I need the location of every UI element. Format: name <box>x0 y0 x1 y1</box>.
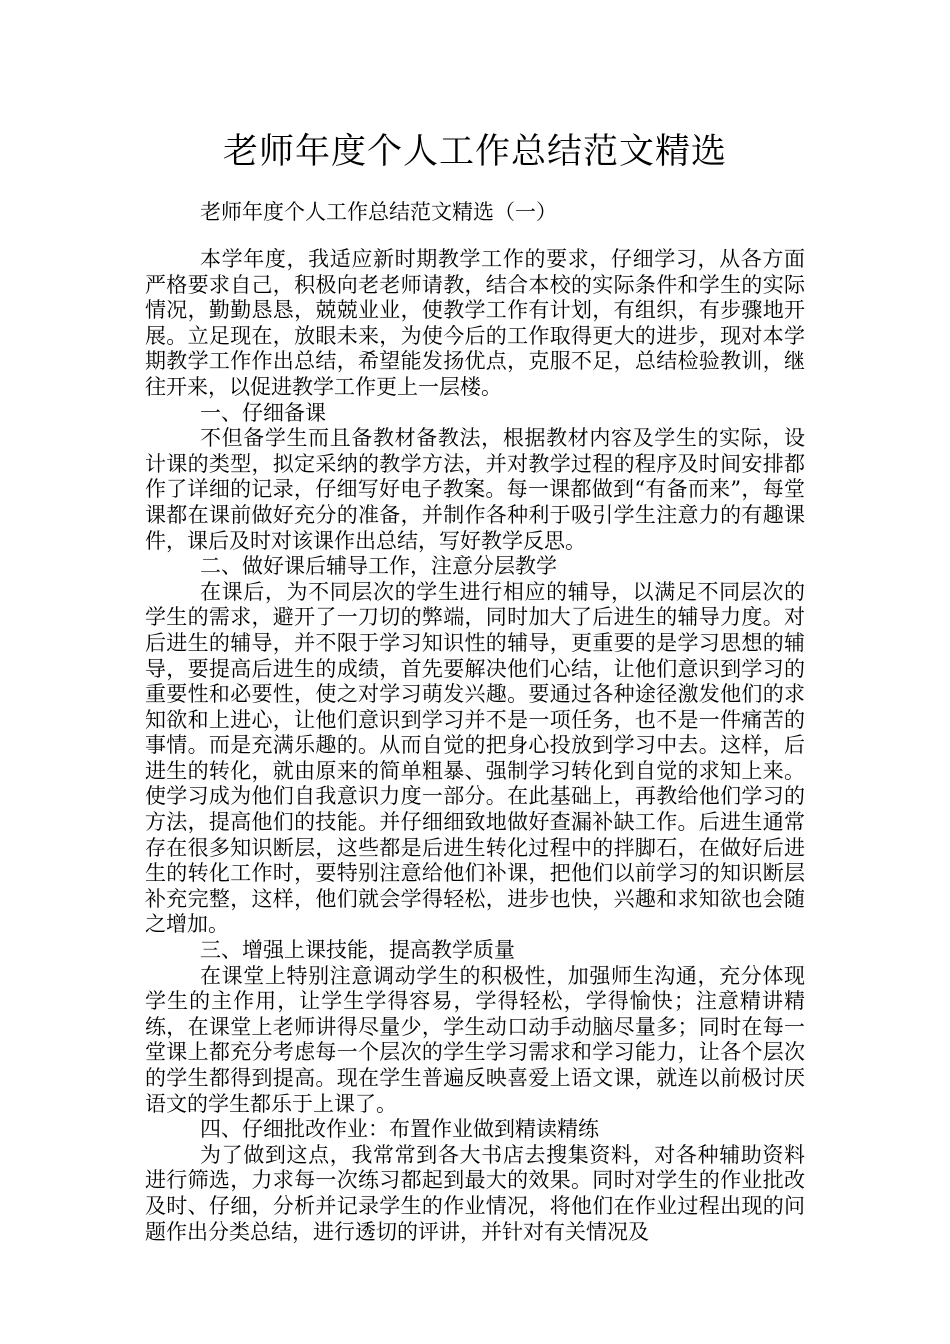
section-heading-3: 三、增强上课技能，提高教学质量 <box>200 938 515 963</box>
document-title: 老师年度个人工作总结范文精选 <box>222 132 727 172</box>
section-heading-2: 二、做好课后辅导工作，注意分层教学 <box>200 554 557 579</box>
section-paragraph-3: 在课堂上特别注意调动学生的积极性，加强师生沟通，充分体现学生的主作用，让学生学得容易，学得轻松，学得愉快；注意精讲精练，在课堂上老师讲得尽量少，学生动口动手动脑尽量多；同时在每一堂课上都充分考虑每一个层次的学生学习需求和学习能力，让各个层次的学生都得到提高。现在学生普遍反映喜爱上语文课，就连以前极讨厌语文的学生都乐于上课了。 <box>145 963 805 1116</box>
document-body <box>145 247 805 1245</box>
section-paragraph-4: 为了做到这点，我常常到各大书店去搜集资料，对各种辅助资料进行筛选，力求每一次练习都起到最大的效果。同时对学生的作业批改及时、仔细，分析并记录学生的作业情况，将他们在作业过程出现的问题作出分类总结，进行透切的评讲，并针对有关情况及 <box>145 1142 805 1244</box>
section-paragraph-1: 不但备学生而且备教材备教法，根据教材内容及学生的实际，设计课的类型，拟定采纳的教学方法，并对教学过程的程序及时间安排都作了详细的记录，仔细写好电子教案。每一课都做到“有备而来”，每堂课都在课前做好充分的准备，并制作各种利于吸引学生注意力的有趣课件，课后及时对该课作出总结，写好教学反思。 <box>145 426 805 553</box>
section-paragraph-2: 在课后，为不同层次的学生进行相应的辅导，以满足不同层次的学生的需求，避开了一刀切的弊端，同时加大了后进生的辅导力度。对后进生的辅导，并不限于学习知识性的辅导，更重要的是学习思想的辅导，要提高后进生的成绩，首先要解决他们心结，让他们意识到学习的重要性和必要性，使之对学习萌发兴趣。要通过各种途径激发他们的求知欲和上进心，让他们意识到学习并不是一项任务，也不是一件痛苦的事情。而是充满乐趣的。从而自觉的把身心投放到学习中去。这样，后进生的转化，就由原来的简单粗暴、强制学习转化到自觉的求知上来。使学习成为他们自我意识力度一部分。在此基础上，再教给他们学习的方法，提高他们的技能。并仔细细致地做好查漏补缺工作。后进生通常存在很多知识断层，这些都是后进生转化过程中的拌脚石，在做好后进生的转化工作时，要特别注意给他们补课，把他们以前学习的知识断层补充完整，这样，他们就会学得轻松，进步也快，兴趣和求知欲也会随之增加。 <box>145 579 805 937</box>
document-subtitle: 老师年度个人工作总结范文精选（一） <box>200 200 557 224</box>
section-heading-1: 一、仔细备课 <box>200 400 326 425</box>
section-heading-4: 四、仔细批改作业：布置作业做到精读精练 <box>200 1117 599 1142</box>
intro-paragraph: 本学年度，我适应新时期教学工作的要求，仔细学习，从各方面严格要求自己，积极向老老师请教，结合本校的实际条件和学生的实际情况，勤勤恳恳，兢兢业业，使教学工作有计划，有组织，有步骤地开展。立足现在，放眼未来，为使今后的工作取得更大的进步，现对本学期教学工作作出总结，希望能发扬优点，克服不足，总结检验教训，继往开来，以促进教学工作更上一层楼。 <box>145 247 805 399</box>
